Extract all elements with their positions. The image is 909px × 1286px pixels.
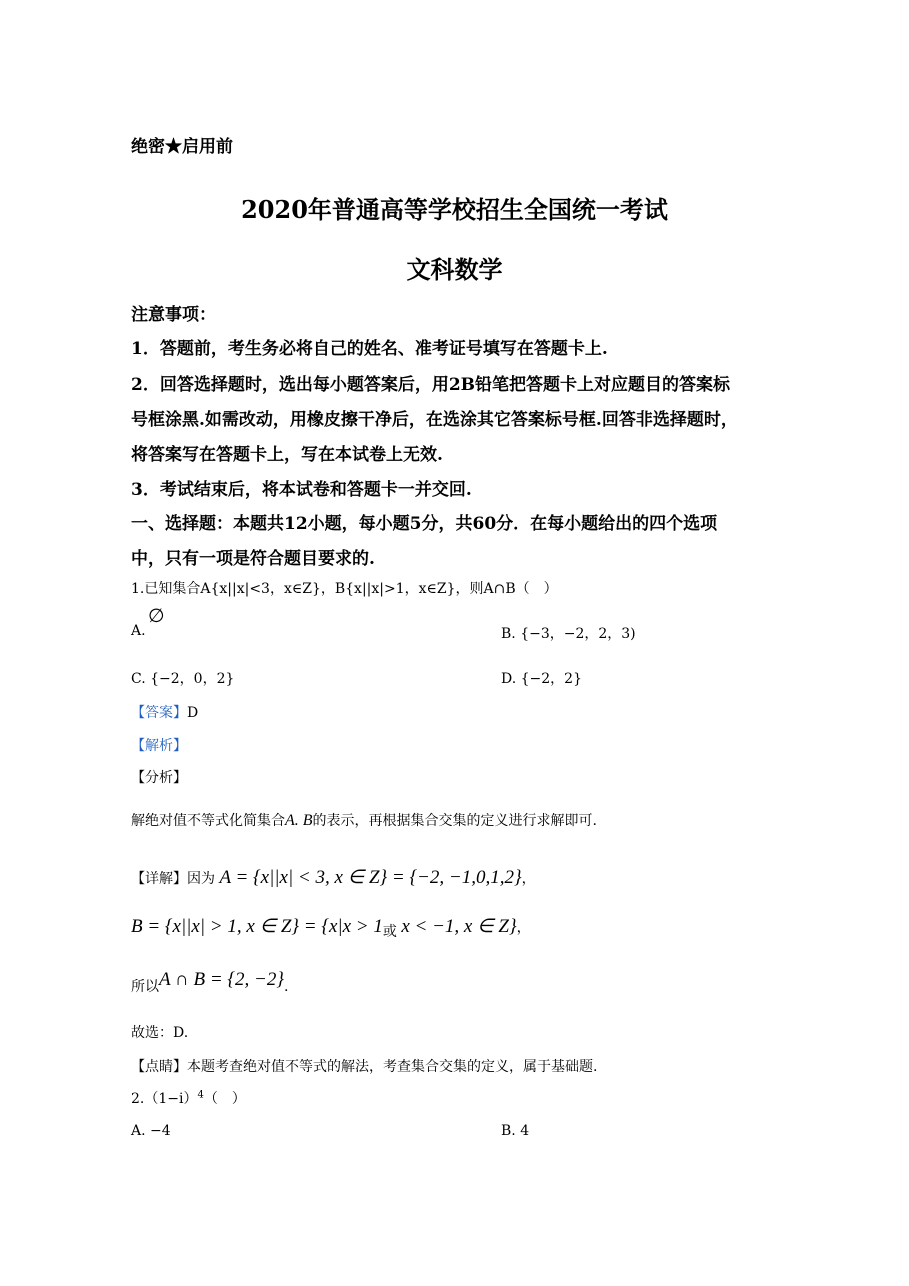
so-pre: 所以 — [131, 979, 159, 995]
q2-stem — [131, 1088, 246, 1108]
fenxi-post: 的表示，再根据集合交集的定义进行求解即可. — [312, 813, 597, 829]
notice-line-1: 1．答题前，考生务必将自己的姓名、准考证号填写在答题卡上. — [131, 339, 608, 359]
notice-line-2c: 将答案写在答题卡上，写在本试卷上无效. — [131, 445, 443, 465]
fenxi-text — [131, 810, 597, 830]
fenxi-sets: A. B — [285, 812, 313, 829]
q1-option-b: B. {−3，−2，2，3) — [501, 626, 636, 642]
so-equation: A ∩ B = {2, −2} — [159, 969, 284, 990]
detail-equation-b2: x < −1, x ∈ Z} — [401, 916, 517, 937]
q1-comment — [131, 1056, 597, 1076]
detail-line-2 — [131, 915, 531, 941]
notice-line-2b: 号框涂黑.如需改动，用橡皮擦干净后，在选涂其它答案标号框.回答非选择题时， — [131, 410, 738, 430]
detail-or: 或 — [382, 924, 397, 940]
q2-stem-pre: 2.（1−i） — [131, 1091, 198, 1107]
exam-title: 2020年普通高等学校招生全国统一考试 — [241, 195, 668, 224]
comment-tag: 【点睛】 — [131, 1059, 187, 1075]
secret-label: 绝密★启用前 — [131, 137, 233, 157]
comment-text: 本题考查绝对值不等式的解法，考查集合交集的定义，属于基础题. — [187, 1059, 598, 1075]
detail-eq1-end: ， — [521, 871, 536, 887]
detail-pre: 因为 — [187, 871, 215, 887]
section-heading-line-2: 中，只有一项是符合题目要求的. — [131, 549, 375, 569]
analysis-tag: 【解析】 — [131, 738, 187, 754]
section-heading-line-1: 一、选择题：本题共12小题，每小题5分，共60分．在每小题给出的四个选项 — [131, 514, 718, 534]
q2-option-b: B. 4 — [501, 1123, 530, 1139]
q1-option-d: D. {−2，2} — [501, 671, 582, 687]
so-end: . — [283, 979, 289, 995]
empty-set-icon: ∅ — [148, 605, 165, 627]
notice-heading: 注意事项： — [131, 305, 216, 325]
q1-option-c: C. {−2，0，2} — [131, 671, 235, 687]
q1-choose: 故选：D. — [131, 1025, 189, 1041]
q2-stem-post: （ ） — [203, 1091, 246, 1107]
answer-value: D — [187, 705, 199, 721]
exam-subject: 文科数学 — [406, 255, 503, 284]
fenxi-tag: 【分析】 — [131, 770, 187, 786]
detail-equation-a: A = {x||x| < 3, x ∈ Z} = {−2, −1,0,1,2} — [219, 867, 522, 888]
q1-option-a-label: A. — [131, 623, 146, 639]
q2-exponent: 4 — [197, 1089, 204, 1101]
q1-answer — [131, 702, 198, 722]
q1-stem: 1.已知集合A{x||x|<3，x∈Z}，B{x||x|>1，x∈Z}，则A∩B（ ） — [131, 581, 558, 597]
so-line — [131, 969, 288, 996]
detail-equation-b1: B = {x||x| > 1, x ∈ Z} = {x|x > 1 — [131, 916, 383, 937]
notice-line-3: 3．考试结束后，将本试卷和答题卡一并交回. — [131, 480, 472, 500]
detail-tag: 【详解】 — [131, 871, 187, 887]
detail-eq2-end: ， — [516, 920, 531, 936]
q2-option-a: A. −4 — [131, 1123, 171, 1139]
answer-tag: 【答案】 — [131, 705, 187, 721]
notice-line-2a: 2．回答选择题时，选出每小题答案后，用2B铅笔把答题卡上对应题目的答案标 — [131, 375, 731, 395]
detail-line-1 — [131, 866, 536, 889]
fenxi-pre: 解绝对值不等式化简集合 — [131, 813, 285, 829]
